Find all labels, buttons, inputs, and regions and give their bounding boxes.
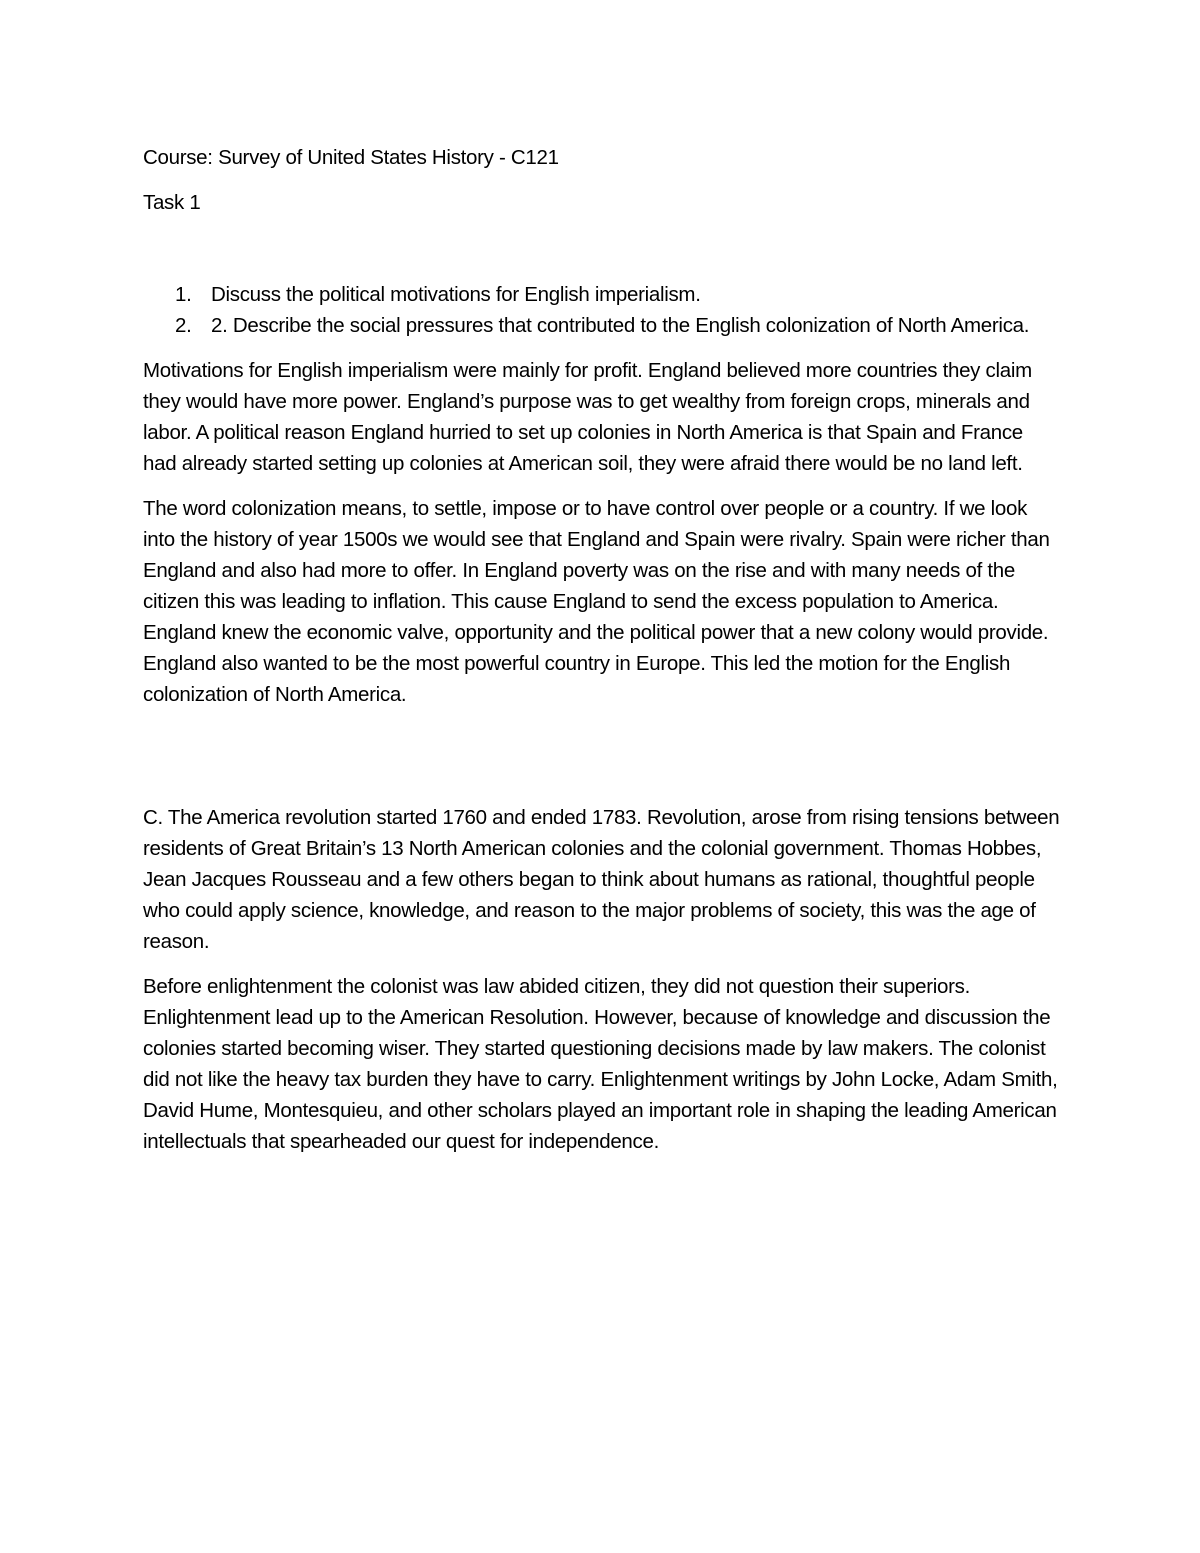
question-list	[143, 279, 1061, 341]
paragraph-political-motivations: Motivations for English imperialism were mainly for profit. England believed more countries they claim they would have more power. England’s purpose was to get wealthy from foreign crops, minerals and labor. A political reason England hurried to set up colonies in North America is that Spain and France had already started setting up colonies at American soil, they were afraid there would be no land left.	[143, 359, 1032, 475]
section-spacer	[143, 724, 1061, 802]
question-number: 2.	[175, 314, 192, 337]
question-item-1	[143, 279, 1061, 310]
question-item-2	[143, 310, 1061, 341]
course-title: Course: Survey of United States History - C121	[143, 146, 559, 169]
question-text: Discuss the political motivations for English imperialism.	[211, 283, 701, 306]
paragraph-revolution: C. The America revolution started 1760 and ended 1783. Revolution, arose from rising tensions between residents of Great Britain’s 13 North American colonies and the colonial government. Thomas Hobbes, Jean Jacques Rousseau and a few others began to think about humans as rational, thoughtful people who could apply science, knowledge, and reason to the major problems of society, this was the age of reason.	[143, 806, 1060, 953]
document-body	[143, 142, 1061, 1171]
paragraph-enlightenment: Before enlightenment the colonist was law abided citizen, they did not question their superiors. Enlightenment lead up to the American Resolution. However, because of knowledge and discussion the colonies started becoming wiser. They started questioning decisions made by law makers. The colonist did not like the heavy tax burden they have to carry. Enlightenment writings by John Locke, Adam Smith, David Hume, Montesquieu, and other scholars played an important role in shaping the leading American intellectuals that spearheaded our quest for independence.	[143, 975, 1058, 1153]
question-number: 1.	[175, 283, 192, 306]
task-heading: Task 1	[143, 191, 201, 214]
question-text: 2. Describe the social pressures that contributed to the English colonization of North America.	[211, 314, 1030, 337]
paragraph-colonization: The word colonization means, to settle, impose or to have control over people or a country. If we look into the history of year 1500s we would see that England and Spain were rivalry. Spain were richer than England and also had more to offer. In England poverty was on the rise and with many needs of the citizen this was leading to inflation. This cause England to send the excess population to America. England knew the economic valve, opportunity and the political power that a new colony would provide. England also wanted to be the most powerful country in Europe. This led the motion for the English colonization of North America.	[143, 497, 1050, 706]
